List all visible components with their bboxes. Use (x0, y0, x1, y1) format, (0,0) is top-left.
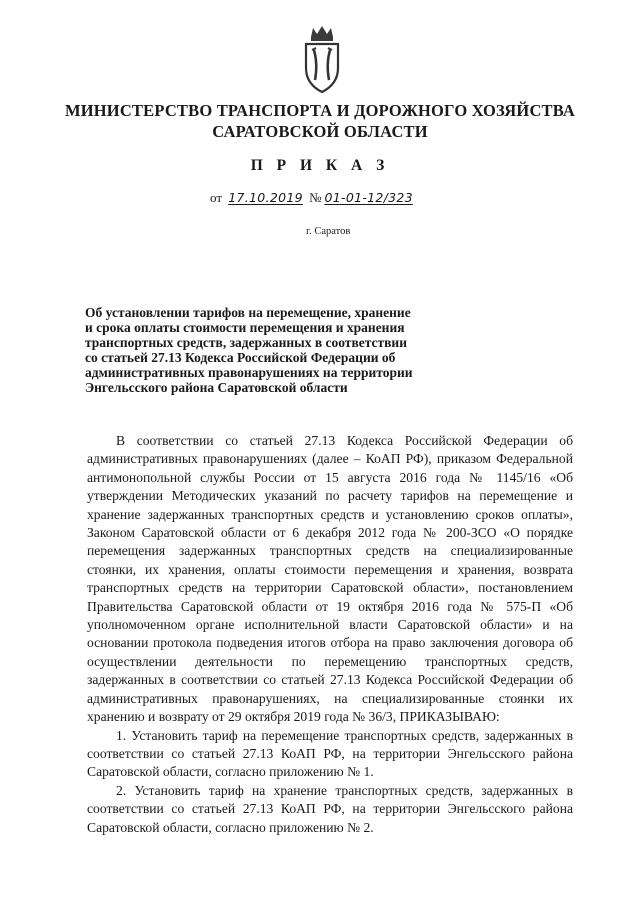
subject-line: со статьей 27.13 Кодекса Российской Федерации об (85, 350, 396, 365)
order-subject (85, 305, 455, 395)
order-body (87, 432, 573, 837)
subject-line: Энгельсского района Саратовской области (85, 380, 348, 395)
order-date-number (210, 190, 416, 206)
city: г. Саратов (306, 226, 351, 237)
subject-line: транспортных средств, задержанных в соответствии (85, 335, 407, 350)
subject-line: административных правонарушениях на территории (85, 365, 413, 380)
subject-line: Об установлении тарифов на перемещение, хранение (85, 305, 411, 320)
order-date: 17.10.2019 (228, 190, 303, 205)
ministry-name (0, 100, 640, 142)
ministry-line-1: МИНИСТЕРСТВО ТРАНСПОРТА И ДОРОЖНОГО ХОЗЯЙСТВА (64, 101, 576, 120)
item-2-paragraph: 2. Установить тариф на хранение транспортных средств, задержанных в соответствии со статьей 27.13 КоАП РФ, на территории Энгельсского района Саратовской области, согласно приложению № 2. (87, 782, 573, 835)
item-1-paragraph: 1. Установить тариф на перемещение транспортных средств, задержанных в соответствии со статьей 27.13 КоАП РФ, на территории Энгельсского района Саратовской области, согласно приложению № 1. (87, 727, 573, 780)
number-prefix: № (309, 190, 322, 205)
order-title: П Р И К А З (250, 157, 390, 174)
date-prefix: от (210, 190, 223, 205)
saratov-coat-of-arms-icon (301, 24, 343, 96)
order-number: 01-01-12/323 (324, 190, 413, 205)
subject-line: и срока оплаты стоимости перемещения и хранения (85, 320, 405, 335)
preamble-paragraph: В соответствии со статьей 27.13 Кодекса Российской Федерации об административных правонарушениях (далее – КоАП РФ), приказом Федеральной антимонопольной службы России от 15 августа 2016 года № 1145/16 «Об утверждении Методических указаний по расчету тарифов на перемещение и хранение задержанных транспортных средств и установлению сроков оплаты», Законом Саратовской области от 6 декабря 2012 года № 200-ЗСО «О порядке перемещения задержанных транспортных средств на специализированные стоянки, их хранения, оплаты стоимости перемещения и хранения, возврата транспортных средств на территории Саратовской области», постановлением Правительства Саратовской области от 19 октября 2016 года № 575-П «Об уполномоченном органе исполнительной власти Саратовской области» и на основании протокола подведения итогов отбора на право заключения договора об осуществлении деятельности по перемещению транспортных средств, задержанных в соответствии со статьей 27.13 Кодекса Российской Федерации об административных правонарушениях, на специализированные стоянки их хранению и возврату от 29 октября 2019 года № 36/3, ПРИКАЗЫВАЮ: (87, 433, 573, 725)
ministry-line-2: САРАТОВСКОЙ ОБЛАСТИ (212, 122, 428, 141)
